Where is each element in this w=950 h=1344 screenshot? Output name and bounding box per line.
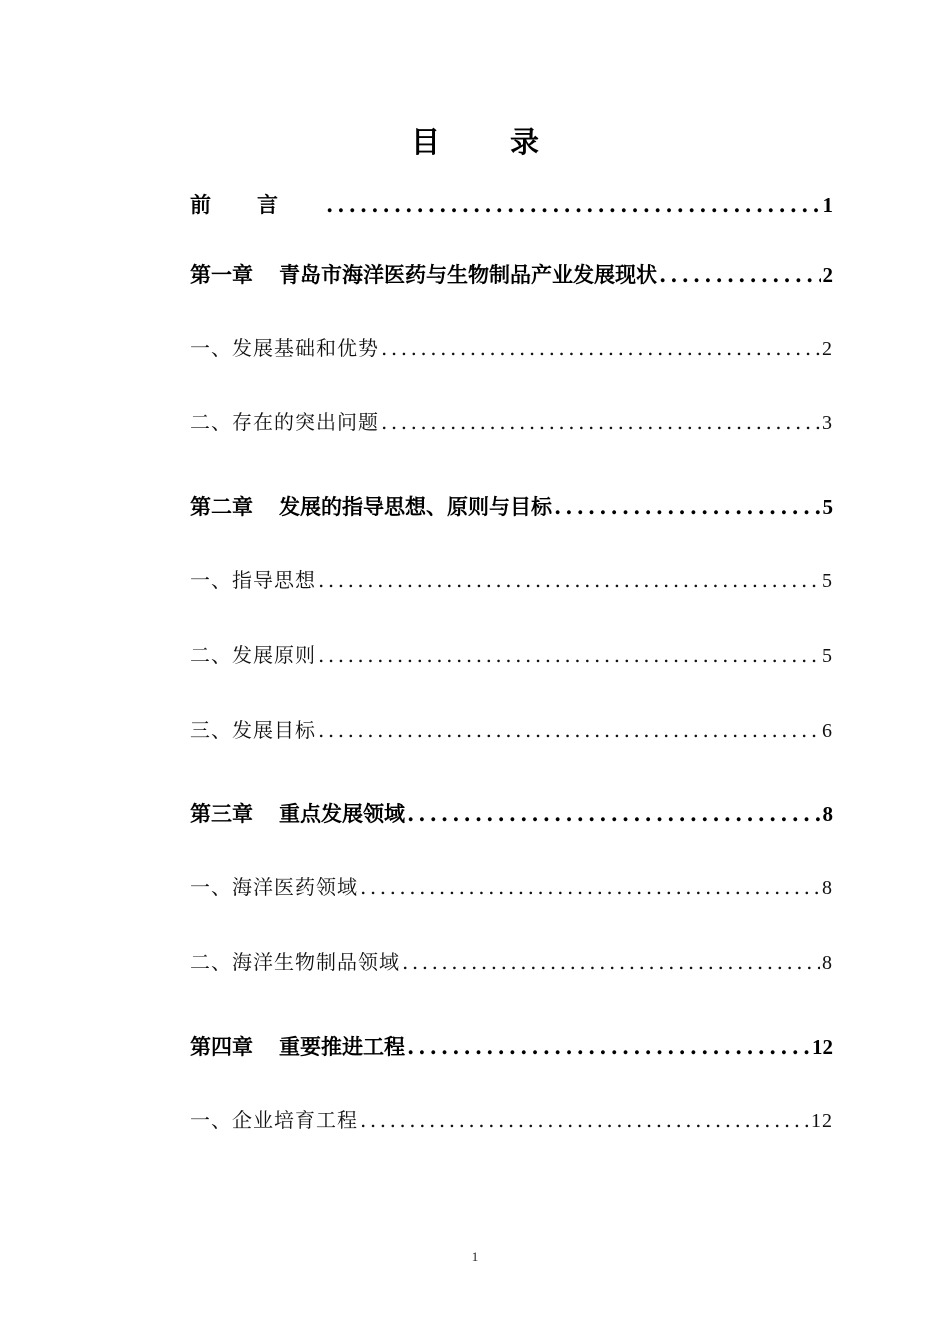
- toc-entry-chapter-1[interactable]: [190, 259, 833, 289]
- toc-entry-page: 6: [822, 720, 833, 742]
- dot-leader: [360, 1108, 809, 1132]
- chapter-number: 第三章: [190, 801, 253, 826]
- toc-entry-page: 3: [822, 412, 833, 434]
- toc-entry-chapter-3[interactable]: [190, 798, 833, 828]
- dot-leader: [318, 643, 820, 667]
- toc-entry-page: 5: [822, 570, 833, 592]
- toc-entry-section[interactable]: [190, 871, 833, 901]
- toc-entry-chapter-4[interactable]: [190, 1031, 833, 1061]
- toc-entry-page: 12: [811, 1110, 833, 1132]
- dot-leader: [402, 950, 820, 974]
- dot-leader: [318, 568, 820, 592]
- toc-entry-page: 8: [822, 877, 833, 899]
- dot-leader: [407, 801, 821, 826]
- dot-leader: [381, 336, 820, 360]
- toc-entry-section[interactable]: [190, 714, 833, 744]
- toc-entry-label: [190, 491, 552, 521]
- dot-leader: [326, 192, 821, 217]
- toc-entry-label: 一、发展基础和优势: [190, 336, 379, 360]
- toc-entry-label: 一、海洋医药领域: [190, 875, 358, 899]
- chapter-title: 重点发展领域: [279, 801, 405, 826]
- chapter-title: 青岛市海洋医药与生物制品产业发展现状: [279, 262, 657, 287]
- toc-entry-chapter-2[interactable]: [190, 491, 833, 521]
- toc-entry-label: 一、企业培育工程: [190, 1108, 358, 1132]
- toc-entry-label: [190, 259, 657, 289]
- toc-entry-label: [190, 798, 405, 828]
- toc-title: 目 录: [410, 125, 570, 159]
- dot-leader: [407, 1034, 810, 1059]
- toc-entry-section[interactable]: [190, 639, 833, 669]
- chapter-number: 第一章: [190, 262, 253, 287]
- toc-entry-label: 一、指导思想: [190, 568, 316, 592]
- toc-entry-label: 二、发展原则: [190, 643, 316, 667]
- toc-entry-label: 前言: [190, 192, 324, 217]
- chapter-title: 重要推进工程: [279, 1034, 405, 1059]
- toc-entry-section[interactable]: [190, 946, 833, 976]
- dot-leader: [554, 494, 821, 519]
- chapter-number: 第二章: [190, 494, 253, 519]
- toc-entry-section[interactable]: [190, 406, 833, 436]
- dot-leader: [381, 410, 820, 434]
- toc-entry-section[interactable]: [190, 564, 833, 594]
- toc-entry-page: 2: [822, 263, 833, 287]
- toc-entry-label: 三、发展目标: [190, 718, 316, 742]
- toc-entry-page: 5: [822, 495, 833, 519]
- toc-entry-label: 二、海洋生物制品领域: [190, 950, 400, 974]
- dot-leader: [318, 718, 820, 742]
- dot-leader: [659, 262, 821, 287]
- toc-entry-section[interactable]: [190, 332, 833, 362]
- toc-entry-page: 12: [812, 1035, 833, 1059]
- toc-entry-section[interactable]: [190, 1104, 833, 1134]
- toc-entry-preface[interactable]: [190, 189, 833, 219]
- toc-entry-page: 8: [822, 952, 833, 974]
- toc-entry-page: 8: [822, 802, 833, 826]
- toc-entry-label: 二、存在的突出问题: [190, 410, 379, 434]
- toc-entry-page: 1: [822, 193, 833, 217]
- chapter-title: 发展的指导思想、原则与目标: [279, 494, 552, 519]
- footer-page-number: 1: [471, 1249, 479, 1264]
- toc-entry-page: 5: [822, 645, 833, 667]
- toc-entry-page: 2: [822, 338, 833, 360]
- dot-leader: [360, 875, 820, 899]
- chapter-number: 第四章: [190, 1034, 253, 1059]
- toc-entry-label: [190, 1031, 405, 1061]
